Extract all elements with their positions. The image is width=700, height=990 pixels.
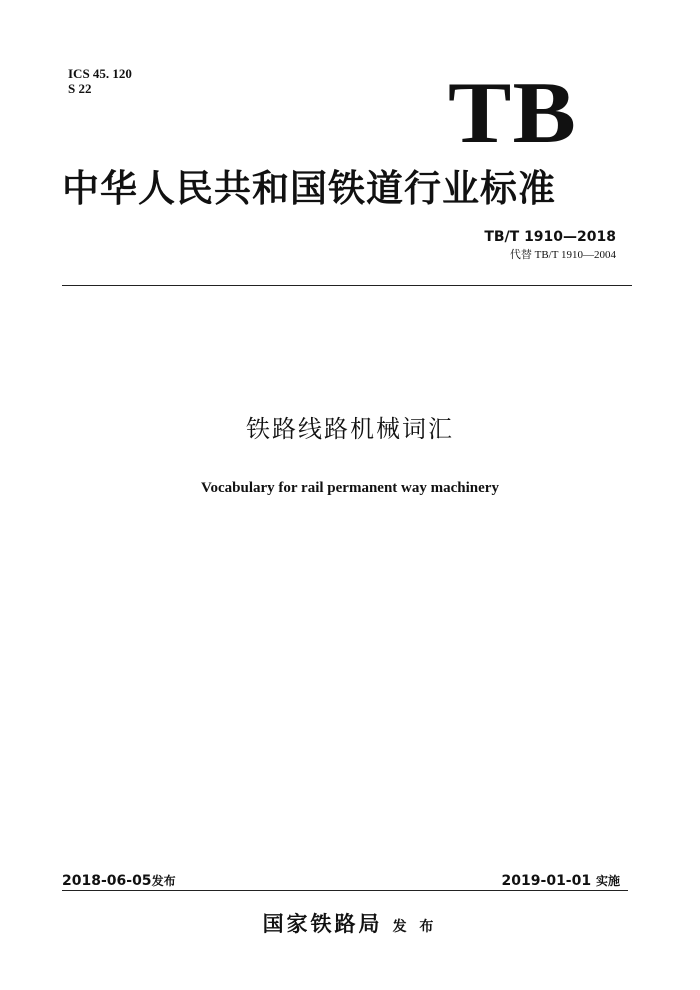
bottom-divider (62, 890, 628, 891)
ics-code: ICS 45. 120 (68, 66, 132, 81)
standard-code-block (484, 228, 616, 264)
standard-number: TB/T 1910—2018 (484, 229, 616, 245)
issue-date: 2018-06-05 (62, 873, 152, 889)
issue-date-block (62, 872, 176, 890)
standard-category-title: 中华人民共和国铁道行业标准 (62, 166, 556, 210)
issuer-name: 国家铁路局 (262, 911, 383, 936)
issue-label: 发布 (151, 874, 176, 888)
top-divider (62, 285, 632, 286)
ccs-code: S 22 (68, 81, 92, 96)
document-title-cn: 铁路线路机械词汇 (246, 415, 454, 443)
tb-logo: TB (448, 65, 577, 162)
issuer-block (0, 910, 700, 941)
document-title-en: Vocabulary for rail permanent way machinery (201, 480, 499, 496)
replaces-standard: 代替 TB/T 1910—2004 (509, 249, 616, 261)
implementation-date: 2019-01-01 (501, 873, 592, 889)
issuer-action: 发 布 (392, 919, 438, 935)
classification-block (68, 66, 132, 96)
implementation-label: 实施 (595, 874, 620, 888)
implementation-date-block (502, 872, 620, 890)
